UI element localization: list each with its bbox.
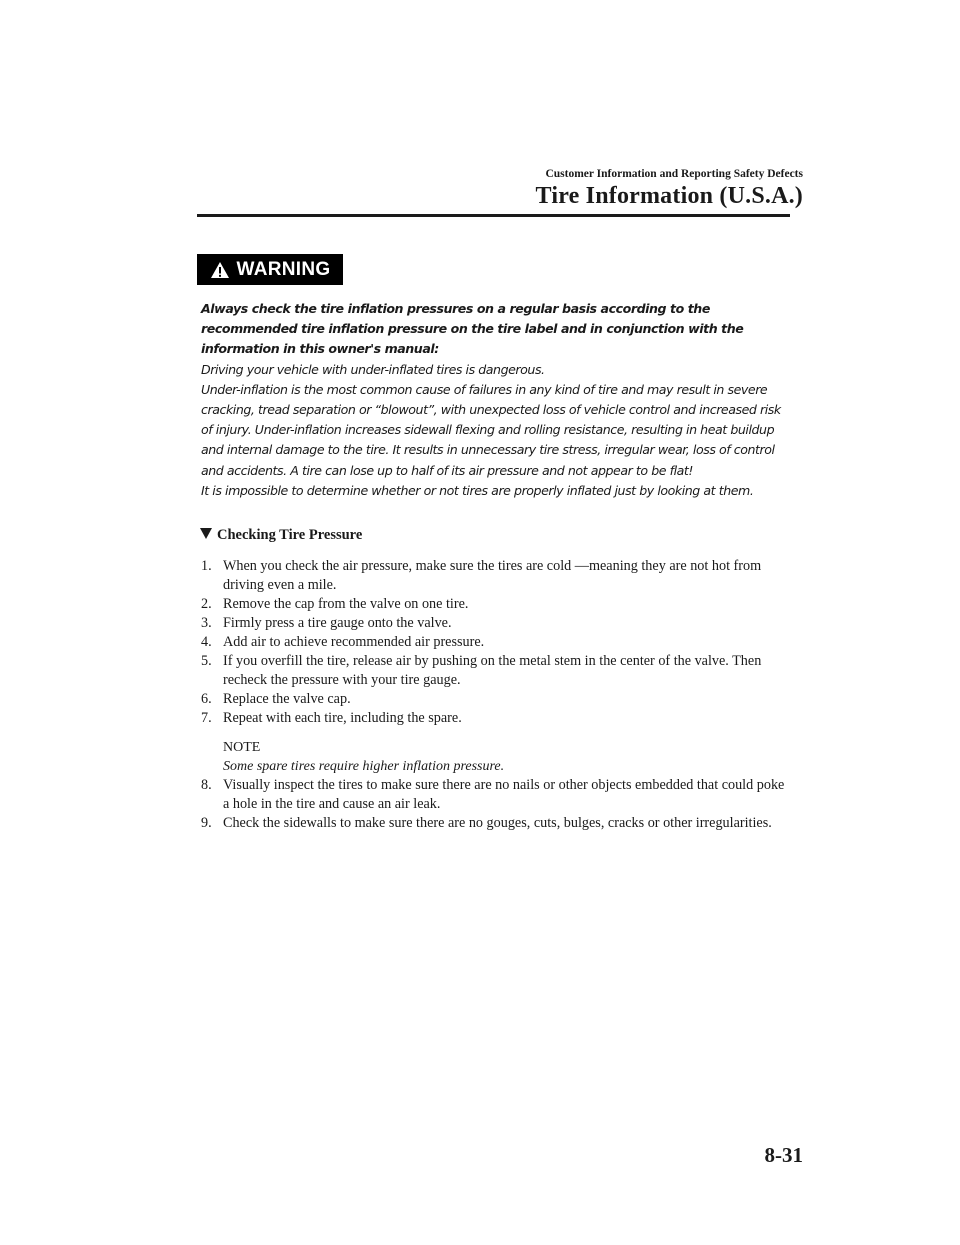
warning-badge [197,254,343,285]
step-number: 5. [201,653,212,669]
note-label: NOTE [223,740,261,755]
warning-label: WARNING [236,258,331,280]
warning-triangle-icon [210,261,230,279]
list-item [201,633,791,652]
section-heading-text: Checking Tire Pressure [217,527,363,543]
warning-body [201,299,786,501]
header-section-title: Customer Information and Reporting Safety Defects [545,168,803,180]
step-number: 4. [201,634,212,650]
step-text: Visually inspect the tires to make sure there are no nails or other objects embedded that could poke a hole in the tire and cause an air leak. [223,777,785,812]
step-text: Add air to achieve recommended air pressure. [223,634,485,650]
list-item [201,814,791,833]
step-number: 8. [201,777,212,793]
step-text: Replace the valve cap. [223,691,351,707]
warning-paragraph: It is impossible to determine whether or not tires are properly inflated just by looking at them. [201,482,754,498]
list-item [201,614,791,633]
note-text: Some spare tires require higher inflation pressure. [223,759,505,774]
step-number: 7. [201,710,212,726]
list-item [201,557,791,595]
step-number: 1. [201,558,212,574]
header-divider [197,214,790,217]
step-number: 9. [201,815,212,831]
step-number: 6. [201,691,212,707]
step-text: Firmly press a tire gauge onto the valve. [223,615,452,631]
section-heading [200,527,362,544]
list-item [201,652,791,690]
page-number: 8-31 [764,1143,803,1167]
step-text: Check the sidewalls to make sure there are no gouges, cuts, bulges, cracks or other irregularities. [223,815,772,831]
step-number: 3. [201,615,212,631]
list-item [201,690,791,709]
step-text: When you check the air pressure, make sure the tires are cold —meaning they are not hot from driving even a mile. [223,558,762,593]
list-item [201,776,791,814]
step-text: Remove the cap from the valve on one tire. [223,596,469,612]
page-title: Tire Information (U.S.A.) [535,183,803,209]
warning-lead: Always check the tire inflation pressures on a regular basis according to the recommended tire inflation pressure on the tire label and in conjunction with the information in this owner's manual: [201,301,744,357]
warning-paragraph: Driving your vehicle with under-inflated tires is dangerous. [201,361,545,377]
note-block [223,738,791,776]
warning-paragraph: Under-inflation is the most common cause of failures in any kind of tire and may result in severe cracking, tread separation or “blowout”, with unexpected loss of vehicle control and increased risk of injury. Under-inflation increases sidewall flexing and rolling resistance, resulting in heat buildup and internal damage to the tire. It results in unnecessary tire stress, irregular wear, loss of control and accidents. A tire can lose up to half of its air pressure and not appear to be flat! [201,381,781,478]
step-text: If you overfill the tire, release air by pushing on the metal stem in the center of the valve. Then recheck the pressure with your tire gauge. [223,653,762,688]
steps-list [201,557,791,833]
step-text: Repeat with each tire, including the spare. [223,710,462,726]
triangle-down-icon [200,527,212,544]
step-number: 2. [201,596,212,612]
list-item [201,709,791,728]
list-item [201,595,791,614]
